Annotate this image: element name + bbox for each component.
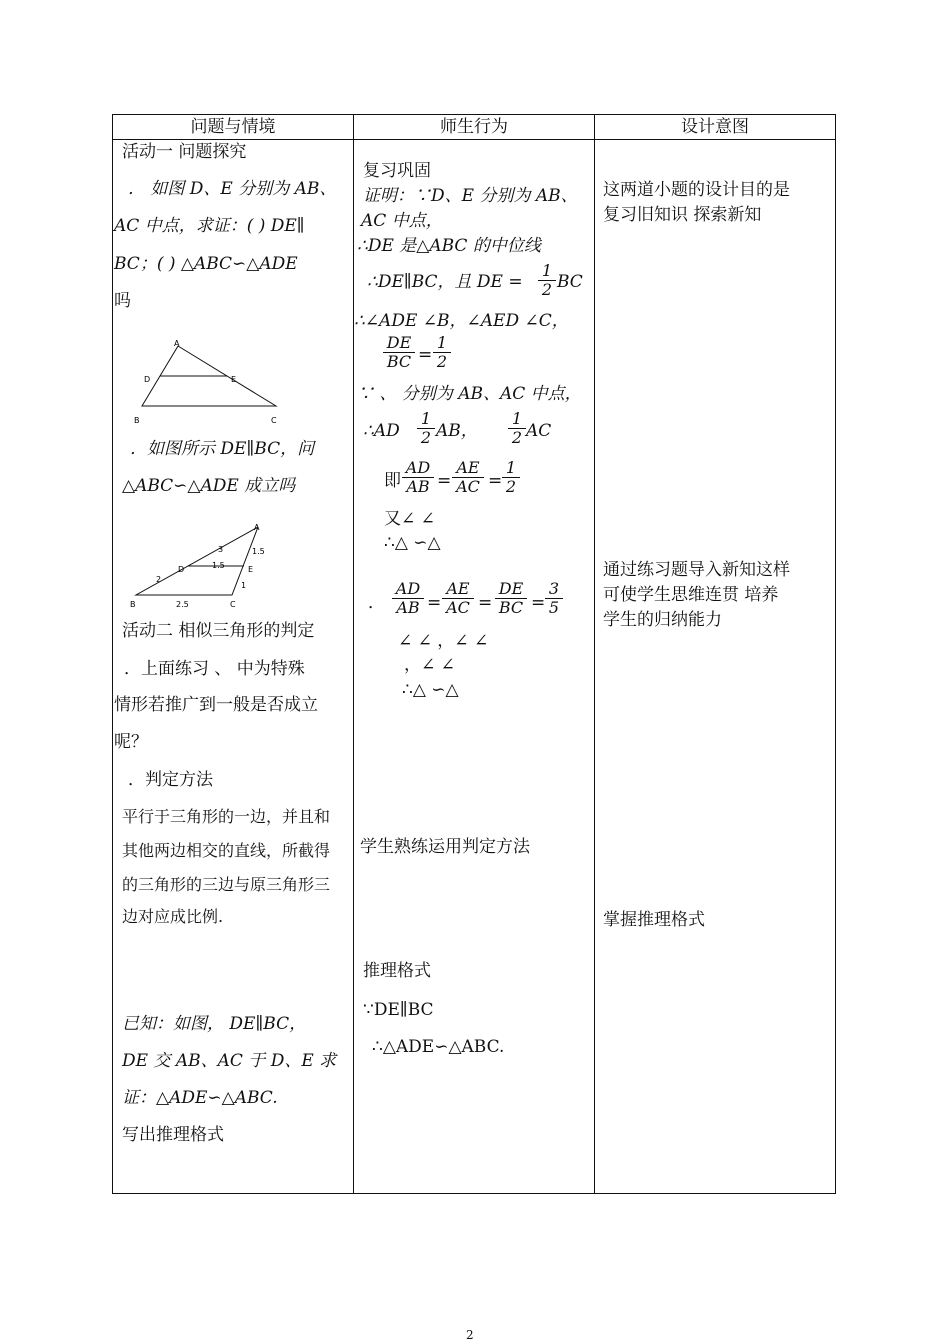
method-line1: 平行于三角形的一边，并且和	[122, 807, 331, 826]
fig2-label-c: C	[230, 600, 236, 609]
fig2-triangle	[136, 527, 258, 595]
fraction-numerator: DE	[495, 580, 527, 599]
fraction-denominator: AC	[456, 477, 480, 496]
intent2-line3: 学生的归纳能力	[603, 610, 722, 630]
proof-line4b: BC	[557, 272, 583, 292]
fig1-label-e: E	[231, 375, 237, 384]
equals-sign: =	[437, 471, 452, 491]
fraction-ae-ac-2	[442, 580, 474, 617]
fig2-label-a: A	[254, 523, 260, 532]
fraction-numerator: DE	[383, 334, 415, 353]
fraction-one-half-5	[502, 459, 520, 496]
proof-line4a: ∴DE∥BC，且 DE =	[367, 272, 523, 292]
fraction-de-bc	[383, 334, 415, 371]
fig2-label-e: E	[248, 565, 254, 574]
fraction-denominator: BC	[386, 352, 412, 371]
header-problem-situation: 问题与情境	[190, 117, 276, 137]
equals-sign: =	[488, 471, 503, 491]
proof-line11: ∠ ∠ ，∠ ∠	[398, 631, 489, 651]
q1-line1: ． 如图 D、E 分别为 AB、	[128, 179, 337, 199]
page-number: 2	[466, 1328, 474, 1342]
fraction-one-half-2	[433, 334, 451, 371]
given-line4: 写出推理格式	[122, 1125, 224, 1145]
fraction-denominator: AC	[446, 598, 470, 617]
table-bottom-border	[112, 1193, 836, 1194]
fraction-denominator: 2	[420, 428, 432, 447]
given-line3: 证：△ADE∽△ABC.	[122, 1088, 278, 1108]
fraction-denominator: 5	[548, 598, 560, 617]
equals-sign: =	[427, 593, 442, 613]
activity2-line1: ．上面练习 、 中为特殊	[124, 659, 305, 679]
fraction-three-fifths	[545, 580, 563, 617]
fig2-label-d: D	[178, 565, 185, 574]
fraction-denominator: AB	[396, 598, 420, 617]
activity2-line2: 情形若推广到一般是否成立	[114, 695, 318, 715]
equals-sign: =	[478, 593, 493, 613]
equals-sign: =	[418, 345, 433, 365]
fraction-numerator: AD	[392, 580, 424, 599]
q2-line1: ．如图所示 DE∥BC，问	[130, 439, 315, 459]
table-top-border	[112, 114, 836, 115]
intent3: 掌握推理格式	[603, 910, 705, 930]
proof-line10: ∴△ ∽△	[384, 533, 441, 553]
q1-line3: BC；( ) △ABC∽△ADE	[114, 254, 298, 274]
header-teacher-student-behavior: 师生行为	[440, 117, 508, 137]
fraction-ad-ab	[402, 459, 434, 496]
fig1-label-a: A	[174, 339, 180, 348]
proof-dot: ．	[368, 593, 385, 613]
fraction-denominator: 2	[436, 352, 448, 371]
fraction-numerator: AE	[442, 580, 474, 599]
proof-line3: ∴DE 是△ABC 的中位线	[357, 236, 541, 256]
intent2-line2: 可使学生思维连贯 培养	[603, 585, 779, 605]
intent1-line1: 这两道小题的设计目的是	[603, 180, 790, 200]
proof-line7a: ∴AD	[363, 421, 400, 441]
fraction-ae-ac	[452, 459, 484, 496]
fig2-seg-3: 3	[218, 545, 224, 554]
fig1-label-c: C	[271, 416, 277, 425]
fraction-denominator: 2	[511, 428, 523, 447]
proof-line5: ∴∠ADE ∠B，∠AED ∠C，	[354, 311, 569, 331]
activity2-title: 活动二 相似三角形的判定	[122, 621, 315, 641]
intent2-line1: 通过练习题导入新知这样	[603, 560, 790, 580]
proof-line1: 证明：∵D、E 分别为 AB、	[363, 186, 578, 206]
fraction-numerator: 1	[508, 410, 526, 429]
method-line4: 边对应成比例.	[122, 907, 224, 926]
equals-sign: =	[531, 593, 546, 613]
intent1-line2: 复习旧知识 探索新知	[603, 205, 762, 225]
fig2-seg-2-5: 2.5	[176, 600, 189, 609]
column-divider-2	[594, 114, 595, 1194]
triangle-figure-1	[128, 336, 288, 428]
fraction-numerator: 1	[538, 262, 556, 281]
triangle-figure-2	[126, 520, 276, 614]
fraction-denominator: 2	[505, 477, 517, 496]
q1-line2: AC 中点，求证：( ) DE∥	[114, 216, 305, 236]
fig2-seg-1-5-top: 1.5	[252, 547, 265, 556]
header-bottom-border	[112, 139, 836, 140]
fig2-label-b: B	[130, 600, 136, 609]
fig2-seg-1-5-de: 1.5	[212, 561, 225, 570]
proof-line13: ∴△ ∽△	[402, 680, 459, 700]
fraction-ad-ab-2	[392, 580, 424, 617]
fig2-seg-1: 1	[241, 581, 247, 590]
proof-line7b: AB，	[436, 421, 478, 441]
review-title: 复习巩固	[363, 161, 431, 181]
header-design-intent: 设计意图	[681, 117, 749, 137]
fraction-numerator: 1	[502, 459, 520, 478]
table-left-border	[112, 114, 113, 1194]
proof-line7c: AC	[526, 421, 552, 441]
fraction-one-half-4	[508, 410, 526, 447]
method-line2: 其他两边相交的直线，所截得	[122, 841, 331, 860]
proof-line9: 又∠ ∠	[384, 509, 435, 529]
fraction-numerator: 1	[433, 334, 451, 353]
fraction-denominator: BC	[498, 598, 524, 617]
fraction-numerator: AD	[402, 459, 434, 478]
q1-line4: 吗	[114, 291, 131, 311]
fraction-one-half-3	[417, 410, 435, 447]
fraction-numerator: AE	[452, 459, 484, 478]
practice-text: 学生熟练运用判定方法	[360, 837, 530, 857]
activity2-line3: 呢？	[114, 732, 148, 752]
proof-line6: ∵ 、 分别为 AB、AC 中点，	[357, 384, 582, 404]
proof-line2: AC 中点，	[361, 211, 443, 231]
fig1-label-d: D	[144, 375, 151, 384]
given-line1: 已知：如图， DE∥BC，	[122, 1014, 307, 1034]
fig1-label-b: B	[134, 416, 140, 425]
reasoning-line2: ∴△ADE∽△ABC.	[372, 1037, 505, 1057]
fraction-denominator: AB	[406, 477, 430, 496]
fraction-denominator: 2	[541, 280, 553, 299]
reasoning-line1: ∵DE∥BC	[363, 1000, 434, 1020]
given-line2: DE 交 AB、AC 于 D、E 求	[122, 1051, 337, 1071]
fraction-numerator: 3	[545, 580, 563, 599]
fraction-de-bc-2	[495, 580, 527, 617]
table-right-border	[835, 114, 836, 1194]
reasoning-title: 推理格式	[363, 961, 431, 981]
fig2-seg-2: 2	[156, 575, 162, 584]
fraction-numerator: 1	[417, 410, 435, 429]
proof-line8-prefix: 即	[384, 471, 401, 491]
proof-line12: ，∠ ∠	[404, 655, 455, 675]
q2-line2: △ABC∽△ADE 成立吗	[122, 476, 296, 496]
fraction-one-half-1	[538, 262, 556, 299]
method-title: ．判定方法	[128, 770, 213, 790]
method-line3: 的三角形的三边与原三角形三	[122, 875, 331, 894]
activity1-title: 活动一 问题探究	[122, 142, 247, 162]
column-divider-1	[353, 114, 354, 1194]
